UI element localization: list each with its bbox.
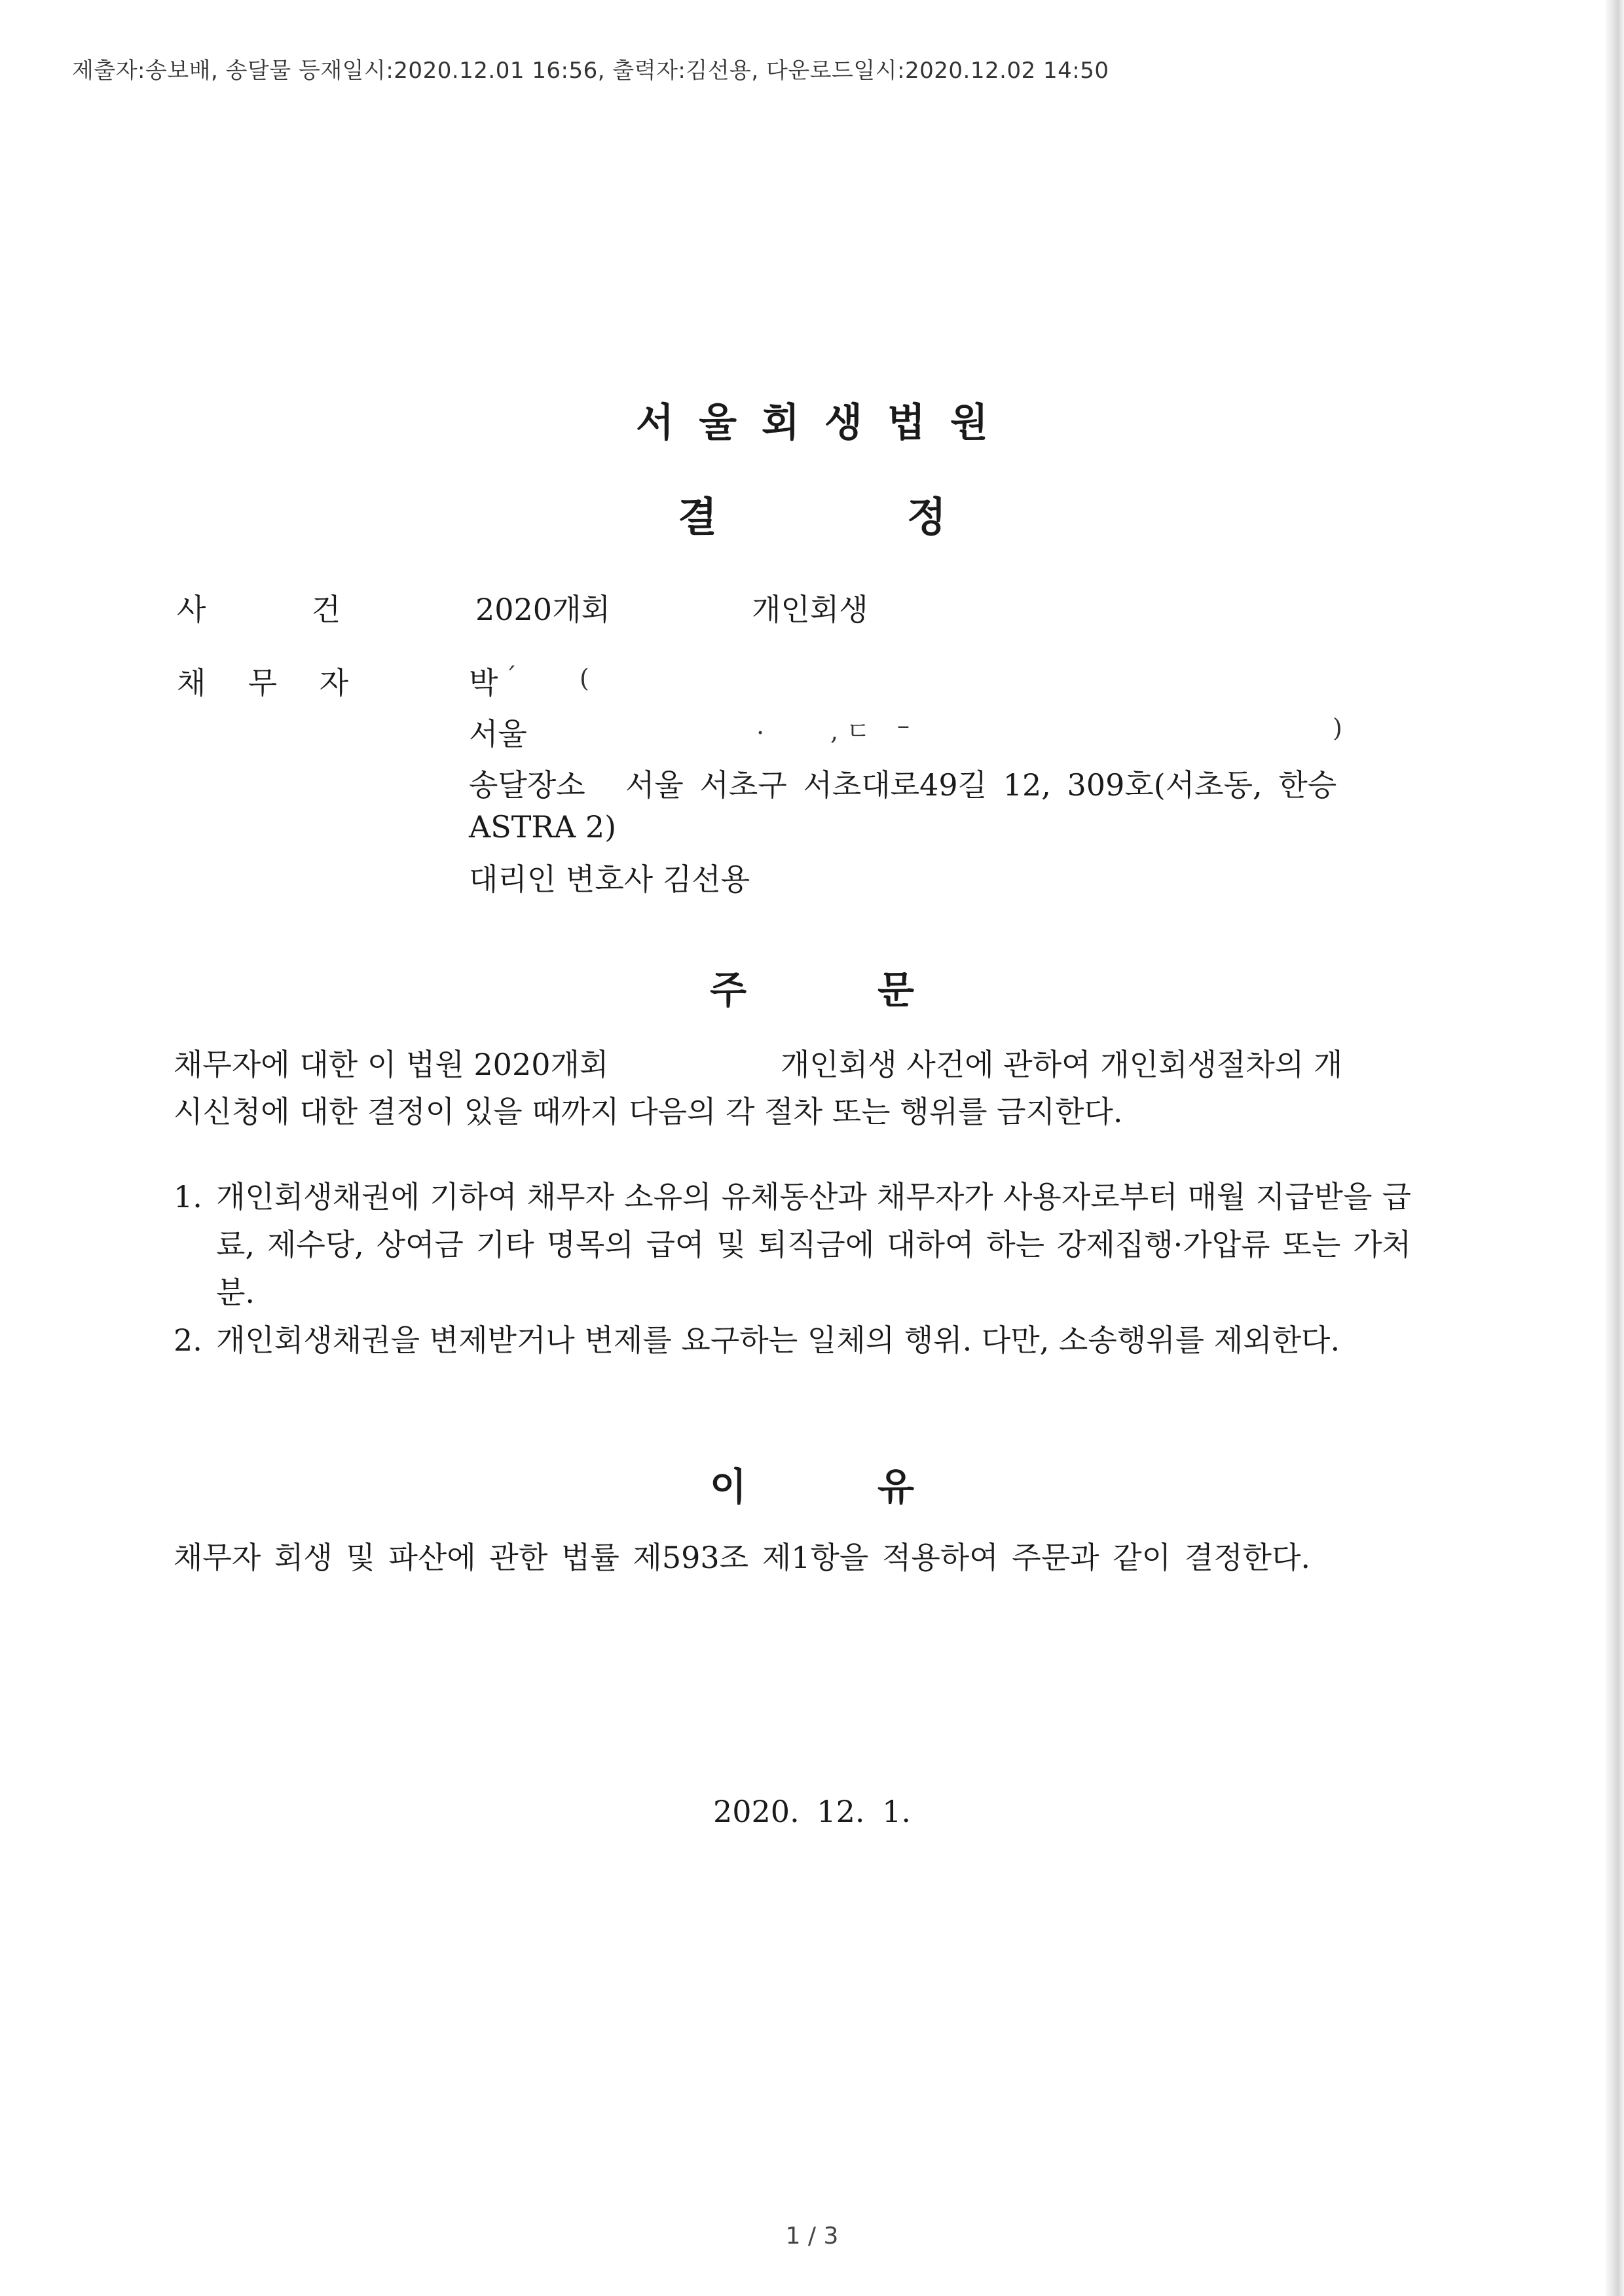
order-paragraph-line2: 시신청에 대한 결정이 있을 때까지 다음의 각 절차 또는 행위를 금지한다. [174,1094,1123,1129]
debtor-address-city: 서울 [469,716,527,752]
service-address-line2: ASTRA 2) [469,809,617,845]
reason-text: 채무자 회생 및 파산에 관한 법률 제593조 제1항을 적용하여 주문과 같이 결정한다. [174,1540,1311,1575]
case-label-char: 사 [177,592,206,627]
order-paragraph-part2: 개인회생 사건에 관하여 개인회생절차의 개 [781,1047,1343,1082]
order-item-number: 2. [174,1322,202,1358]
service-label: 송달장소 [469,767,585,803]
debtor-label-char: 무 [248,665,278,701]
redaction-mark: ( [580,664,589,693]
redaction-mark: ˊ [504,663,517,691]
scan-edge-shadow [1604,0,1624,2296]
redaction-mark: – [897,711,910,740]
debtor-agent: 대리인 변호사 김선용 [469,862,750,897]
case-number: 2020개회 [475,592,610,627]
debtor-label [177,659,348,702]
case-type: 개인회생 [752,592,868,627]
debtor-name: 박 [469,665,498,701]
debtor-label-char: 채 [177,665,206,701]
order-item-text: 개인회생채권을 변제받거나 변제를 요구하는 일체의 행위. 다만, 소송행위를 제외한다. [216,1322,1340,1358]
case-label-char: 건 [311,592,341,627]
court-name: 서울회생법원 [636,400,1013,446]
order-item-number: 1. [174,1179,202,1214]
case-label [177,586,341,629]
service-address-line1: 서울 서초구 서초대로49길 12, 309호(서초동, 한승 [625,767,1337,803]
page-number: 1 / 3 [785,2223,839,2250]
redaction-mark: , ㄷ [830,717,870,746]
document-title: 결정 [678,493,1136,541]
order-item-text: 개인회생채권에 기하여 채무자 소유의 유체동산과 채무자가 사용자로부터 매월 지급받을 급료, 제수당, 상여금 기타 명목의 급여 및 퇴직금에 대하여 하는 강제집행·가압류 또는 가처분. [216,1179,1411,1310]
order-section-title: 주문 [709,968,1046,1012]
document-header-metadata: 제출자:송보배, 송달물 등재일시:2020.12.01 16:56, 출력자:김선용, 다운로드일시:2020.12.02 14:50 [72,58,1109,84]
reason-section-title: 이유 [709,1465,1046,1509]
redaction-mark: ) [1333,714,1342,742]
order-paragraph-part1: 채무자에 대한 이 법원 2020개회 [174,1047,609,1082]
redaction-mark: . [756,711,765,740]
decision-date: 2020. 12. 1. [713,1794,911,1829]
debtor-label-char: 자 [319,665,348,701]
